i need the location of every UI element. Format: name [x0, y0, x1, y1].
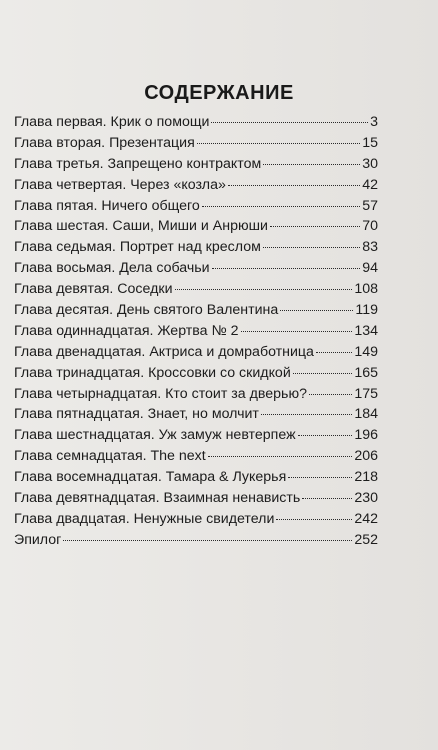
toc-entry-page-number: 184 [354, 406, 378, 423]
toc-entry-title: Глава восемнадцатая. Тамара & Лукерья [14, 469, 287, 486]
toc-entry-title: Глава десятая. День святого Валентина [14, 302, 279, 319]
toc-entry-page-number: 119 [355, 302, 378, 319]
toc-entry-page-number: 94 [362, 260, 378, 277]
toc-entry [14, 216, 378, 237]
toc-entry-page-number: 57 [362, 197, 378, 214]
toc-entry-page-number: 134 [354, 322, 378, 339]
toc-entry-title: Глава тринадцатая. Кроссовки со скидкой [14, 364, 291, 381]
dot-leader [293, 373, 353, 374]
toc-entry-title: Глава девятнадцатая. Взаимная ненависть [14, 490, 301, 507]
toc-entry-title: Глава девятая. Соседки [14, 281, 173, 298]
toc-entry [14, 425, 378, 446]
toc-entry-page-number: 175 [354, 385, 378, 402]
toc-entry-page-number: 196 [354, 427, 378, 444]
toc-entry-title: Глава шестнадцатая. Уж замуж невтерпеж [14, 427, 296, 444]
toc-entry-page-number: 30 [362, 155, 378, 172]
dot-leader [298, 435, 353, 436]
toc-entry-page-number: 70 [362, 218, 378, 235]
toc-entry-page-number: 165 [354, 364, 378, 381]
dot-leader [208, 456, 353, 457]
toc-entry [14, 404, 378, 425]
dot-leader [270, 226, 360, 227]
dot-leader [276, 519, 352, 520]
dot-leader [228, 185, 360, 186]
toc-entry-page-number: 15 [362, 134, 378, 151]
toc-entry [14, 279, 378, 300]
dot-leader [309, 394, 352, 395]
toc-entry [14, 384, 378, 405]
dot-leader [261, 414, 352, 415]
toc-entry [14, 112, 378, 133]
toc-entry-title: Глава шестая. Саши, Миши и Анрюши [14, 218, 268, 235]
toc-entry [14, 509, 378, 530]
dot-leader [202, 206, 360, 207]
toc-entry-title: Глава одиннадцатая. Жертва № 2 [14, 322, 239, 339]
toc-entry [14, 175, 378, 196]
dot-leader [280, 310, 353, 311]
toc-entry [14, 154, 378, 175]
toc-entry-page-number: 206 [354, 448, 378, 465]
toc-entry-page-number: 230 [354, 490, 378, 507]
toc-entry-title: Глава четырнадцатая. Кто стоит за дверью? [14, 385, 307, 402]
toc-entry-title: Глава четвертая. Через «козла» [14, 176, 226, 193]
toc-entry-page-number: 42 [362, 176, 378, 193]
toc-entry-title: Глава первая. Крик о помощи [14, 114, 210, 130]
toc-entry-title: Глава двадцатая. Ненужные свидетели [14, 510, 275, 527]
dot-leader [211, 122, 368, 123]
toc-entry-title: Эпилог [14, 531, 62, 548]
toc-entry [14, 342, 378, 363]
toc-entry-page-number: 149 [354, 343, 378, 360]
dot-leader [197, 143, 360, 144]
toc-entry [14, 258, 378, 279]
toc-entry-title: Глава пятая. Ничего общего [14, 197, 200, 214]
toc-entry [14, 363, 378, 384]
toc-entry [14, 488, 378, 509]
toc-entry [14, 530, 378, 551]
toc-entry-title: Глава третья. Запрещено контрактом [14, 155, 262, 172]
toc-entry [14, 300, 378, 321]
toc-entry-title: Глава седьмая. Портрет над креслом [14, 239, 261, 256]
toc-entry [14, 237, 378, 258]
dot-leader [63, 540, 352, 541]
page-title: СОДЕРЖАНИЕ [144, 82, 294, 104]
table-of-contents [14, 112, 378, 551]
toc-entry-page-number: 83 [362, 239, 378, 256]
toc-entry-title: Глава двенадцатая. Актриса и домработница [14, 343, 314, 360]
toc-entry [14, 321, 378, 342]
dot-leader [212, 268, 361, 269]
toc-entry-page-number: 108 [354, 281, 378, 298]
dot-leader [263, 247, 360, 248]
toc-entry-title: Глава вторая. Презентация [14, 134, 195, 151]
dot-leader [263, 164, 360, 165]
dot-leader [288, 477, 352, 478]
toc-entry-page-number: 252 [354, 531, 378, 548]
toc-entry-title: Глава семнадцатая. The next [14, 448, 206, 465]
toc-entry-page-number: 242 [354, 510, 378, 527]
dot-leader [175, 289, 353, 290]
dot-leader [302, 498, 352, 499]
toc-entry [14, 446, 378, 467]
toc-entry [14, 196, 378, 217]
toc-entry-title: Глава восьмая. Дела собачьи [14, 260, 210, 277]
dot-leader [316, 352, 352, 353]
toc-entry-page-number: 218 [354, 469, 378, 486]
toc-entry-page-number: 3 [370, 114, 378, 130]
toc-entry-title: Глава пятнадцатая. Знает, но молчит [14, 406, 259, 423]
toc-entry [14, 467, 378, 488]
toc-entry [14, 133, 378, 154]
dot-leader [241, 331, 353, 332]
